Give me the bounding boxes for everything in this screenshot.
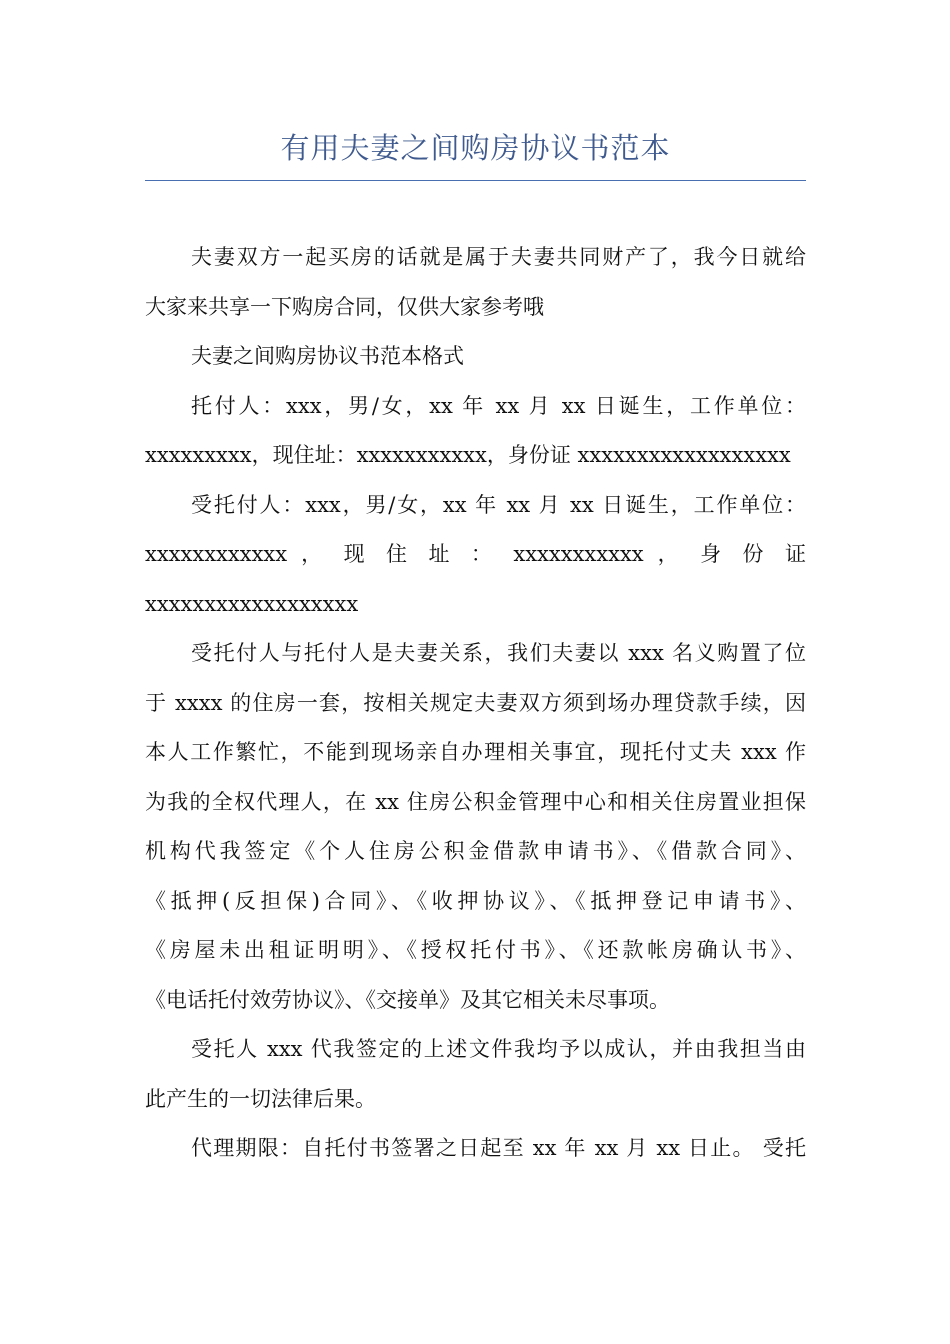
text-line: 为我的全权代理人，在 xx 住房公积金管理中心和相关住房置业担保 <box>145 789 806 814</box>
document-title: 有用夫妻之间购房协议书范本 <box>280 131 671 165</box>
text-line: 《抵押(反担保)合同》、《收押协议》、《抵押登记申请书》、 <box>145 888 806 913</box>
text-line: 本人工作繁忙，不能到现场亲自办理相关事宜，现托付丈夫 xxx 作 <box>145 740 806 764</box>
text-line: xxxxxxxxx，现住址：xxxxxxxxxxx，身份证 xxxxxxxxxxxxxxxxxx <box>145 443 791 467</box>
text-line: 夫妻之间购房协议书范本格式 <box>191 344 464 368</box>
text-line: 托付人：xxx，男/女，xx 年 xx 月 xx 日诞生，工作单位： <box>191 393 806 418</box>
document-body <box>145 233 806 1174</box>
title-underline <box>145 180 806 181</box>
paragraph-authorization <box>145 629 806 1025</box>
text-line: 代理期限：自托付书签署之日起至 xx 年 xx 月 xx 日止。 受托 <box>191 1136 806 1160</box>
text-line: 受托付人与托付人是夫妻关系，我们夫妻以 xxx 名义购置了位 <box>191 641 806 665</box>
text-line: xxxxxxxxxxxx ， 现 住 址 ： xxxxxxxxxxx ， 身 份 证 <box>145 542 806 566</box>
text-line: 受托人 xxx 代我签定的上述文件我均予以成认，并由我担当由 <box>191 1037 806 1061</box>
text-line: 受托付人：xxx，男/女，xx 年 xx 月 xx 日诞生，工作单位： <box>191 492 806 517</box>
paragraph-intro <box>145 233 806 332</box>
text-line: 《房屋未出租证明明》、《授权托付书》、《还款帐房确认书》、 <box>145 938 806 962</box>
text-line: 大家来共享一下购房合同，仅供大家参考哦 <box>145 294 544 319</box>
paragraph-acknowledgement <box>145 1025 806 1124</box>
paragraph-term <box>145 1124 806 1174</box>
text-line: 夫妻双方一起买房的话就是属于夫妻共同财产了，我今日就给 <box>191 245 806 269</box>
paragraph-principal <box>145 382 806 481</box>
text-line: 机构代我签定《个人住房公积金借款申请书》、《借款合同》、 <box>145 839 806 863</box>
paragraph-heading <box>145 332 806 382</box>
text-line: 于 xxxx 的住房一套，按相关规定夫妻双方须到场办理贷款手续，因 <box>145 690 806 715</box>
paragraph-agent <box>145 481 806 630</box>
text-line: 《电话托付效劳协议》、《交接单》及其它相关未尽事项。 <box>145 987 670 1012</box>
text-line: 此产生的一切法律后果。 <box>145 1086 376 1111</box>
text-line: xxxxxxxxxxxxxxxxxx <box>145 591 359 616</box>
